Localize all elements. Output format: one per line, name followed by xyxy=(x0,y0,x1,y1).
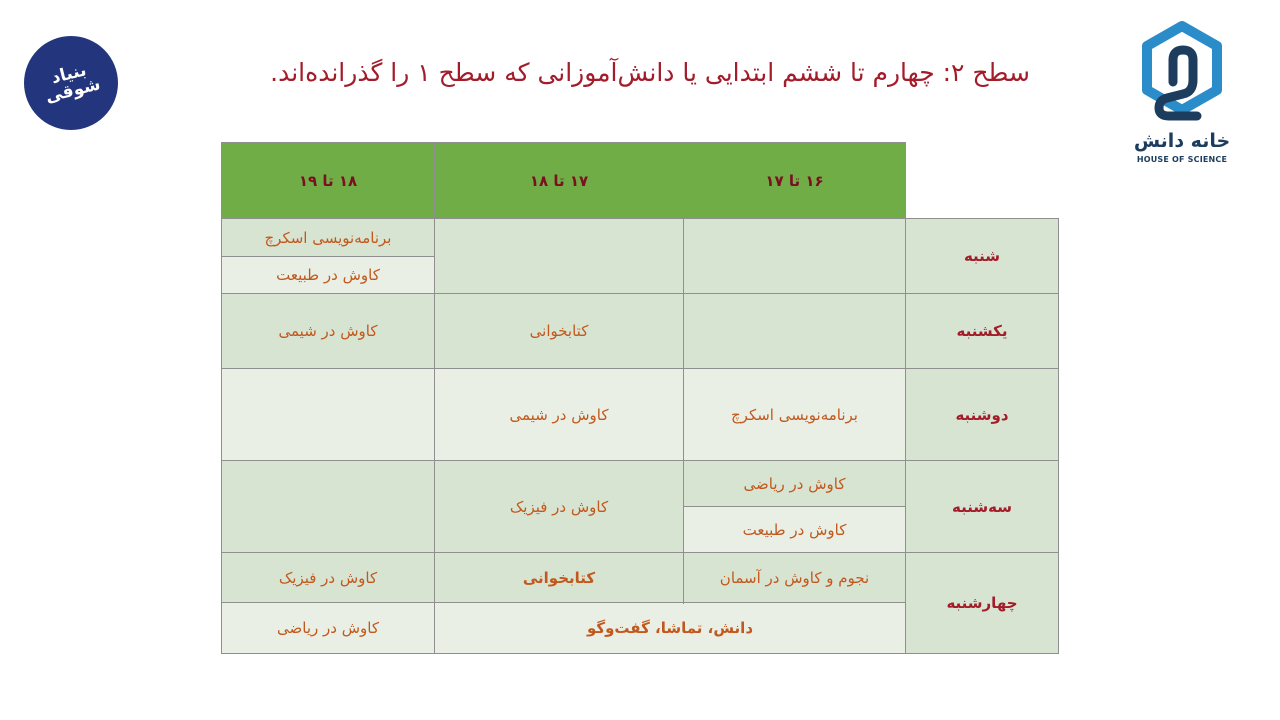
schedule-table xyxy=(221,142,1059,654)
house-of-science-logo xyxy=(1128,20,1236,180)
cell-doshanbe-17: کاوش در شیمی xyxy=(435,369,684,461)
header-17-18: ۱۷ تا ۱۸ xyxy=(435,143,684,219)
house-icon xyxy=(1137,20,1227,128)
cell-yekshanbe-18: کاوش در شیمی xyxy=(222,294,435,369)
cell-seshanbe-18 xyxy=(222,461,435,553)
day-chaharshanbe: چهارشنبه xyxy=(906,553,1059,654)
cell-chaharshanbe-16: نجوم و کاوش در آسمان xyxy=(684,553,906,603)
logo-left-text: بنیاد شوقی xyxy=(43,60,103,108)
cell-chaharshanbe-17: کتابخوانی xyxy=(435,553,684,603)
cell-yekshanbe-16 xyxy=(684,294,906,369)
table-row xyxy=(222,553,1059,603)
day-yekshanbe: یکشنبه xyxy=(906,294,1059,369)
cell-shanbe-16 xyxy=(684,219,906,294)
cell-chaharshanbe-18a: کاوش در فیزیک xyxy=(222,553,435,603)
cell-shanbe-17 xyxy=(435,219,684,294)
cell-chaharshanbe-merged: دانش، تماشا، گفت‌وگو xyxy=(435,603,906,654)
cell-doshanbe-18 xyxy=(222,369,435,461)
header-18-19: ۱۸ تا ۱۹ xyxy=(222,143,435,219)
day-shanbe: شنبه xyxy=(906,219,1059,294)
cell-shanbe-18b: کاوش در طبیعت xyxy=(222,257,435,294)
cell-seshanbe-16a: کاوش در ریاضی xyxy=(684,461,906,507)
cell-seshanbe-16b: کاوش در طبیعت xyxy=(684,507,906,553)
logo-right-fa: خانه دانش xyxy=(1133,130,1231,152)
cell-doshanbe-16: برنامه‌نویسی اسکرچ xyxy=(684,369,906,461)
cell-chaharshanbe-18b: کاوش در ریاضی xyxy=(222,603,435,654)
corner-cell xyxy=(906,143,1059,219)
day-doshanbe: دوشنبه xyxy=(906,369,1059,461)
header-16-17: ۱۶ تا ۱۷ xyxy=(684,143,906,219)
day-seshanbe: سه‌شنبه xyxy=(906,461,1059,553)
table-row xyxy=(222,369,1059,461)
bonyad-shoghi-logo xyxy=(24,36,118,130)
header-row xyxy=(222,143,1059,219)
table-row xyxy=(222,461,1059,507)
page-title: سطح ۲: چهارم تا ششم ابتدایی یا دانش‌آموزانی که سطح ۱ را گذرانده‌اند. xyxy=(270,58,1030,87)
cell-seshanbe-17: کاوش در فیزیک xyxy=(435,461,684,553)
table-row xyxy=(222,294,1059,369)
cell-yekshanbe-17: کتابخوانی xyxy=(435,294,684,369)
cell-shanbe-18a: برنامه‌نویسی اسکرچ xyxy=(222,219,435,257)
logo-right-en: HOUSE OF SCIENCE xyxy=(1136,155,1228,164)
table-row xyxy=(222,219,1059,257)
